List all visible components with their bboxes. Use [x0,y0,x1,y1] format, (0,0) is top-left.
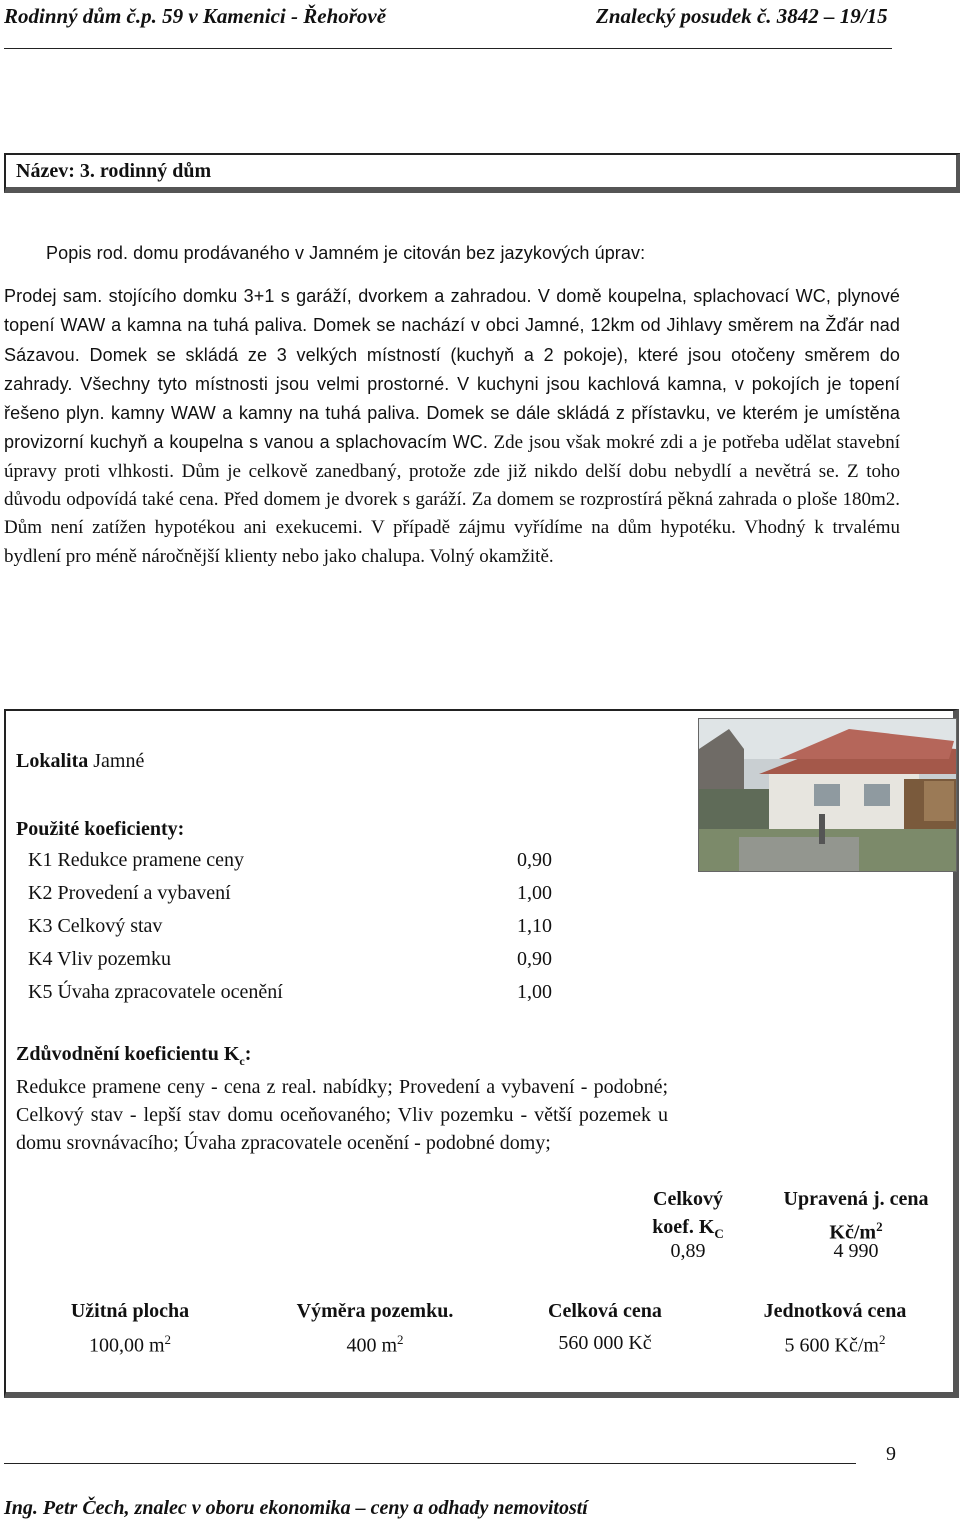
coefficient-row [0,915,600,948]
description-part1: Prodej sam. stojícího domku 3+1 s garáží, dvorkem a zahradou. V domě koupelna, splachovací WC, plynové topení WAW a kamna na tuhá paliva. Domek se nachází v obci Jamné, 12km od Jihlavy směrem na Žďár nad Sázavou. Domek se skládá ze 3 velkých místností (kuchyň a 2 pokoje), které jsou otočeny směrem do zahrady. Všechny tyto místnosti jsou velmi prostorné. V kuchyni jsou kachlová kamna, v pokojích je topení řešeno plyn. kamny WAW a kamny na tuhá paliva. Domek se dále skládá z přístavku, ve kterém je umístěna provizorní kuchyň a koupelna s vanou a splachovacím WC. [4,286,900,453]
adjusted-price-label [766,1185,946,1247]
locality-label: Lokalita [16,750,89,772]
coefficient-label: K1 Redukce pramene ceny [28,849,245,871]
summary-value-sup: 2 [164,1332,172,1347]
summary-value-usable-area [40,1332,220,1358]
coefficient-row [0,849,600,882]
intro-text: Popis rod. domu prodávaného v Jamném je citován bez jazykových úprav: [46,243,646,263]
coefficient-row [0,882,600,915]
summary-value-text: 400 m [346,1334,398,1357]
summary-header-total-price: Celková cena [548,1300,662,1322]
total-coef-label-line1: Celkový [653,1188,723,1210]
description-paragraph [4,282,900,571]
summary-value-sup: 2 [878,1332,886,1347]
summary-header-land-area: Výměra pozemku. [296,1300,454,1322]
total-coef-label [628,1185,748,1248]
summary-value-sup: 2 [397,1332,404,1347]
header-title: Rodinný dům č.p. 59 v Kamenici - Řehořově [4,4,387,28]
coefficient-value: 0,90 [517,849,552,871]
coefficient-value: 1,00 [517,981,552,1003]
summary-value-total-price [510,1332,700,1355]
locality [16,750,144,773]
summary-value-unit-price [730,1332,940,1358]
coefficient-row [0,981,600,1014]
justification-text: Redukce pramene ceny - cena z real. nabídky; Provedení a vybavení - podobné; Celkový stav - lepší stav domu oceňovaného; Vliv pozemku - větší pozemek u domu srovnávacího; Úvaha zpracovatele ocenění - podobné domy; [16,1076,668,1154]
summary-value-land-area [265,1332,485,1358]
page-number: 9 [886,1443,896,1465]
description-part2: Zde jsou však mokré zdi a je potřeba udělat stavební úpravy proti vlhkosti. Dům je celkově zanedbaný, protože zde již nikdo delší dobu nebydlí a nevětrá se. Z toho důvodu odpovídá také cena. Před domem je dvorek s garáží. Za domem se rozprostírá pěkná zahrada o ploše 180m2. Dům není zatížen hypotékou ani exekucemi. V případě zájmu vyřídíme na dům hypotéku. Vhodný k trvalému bydlení pro méně náročnější klienty nebo jako chalupa. Volný okamžitě. [4,432,900,567]
header-report-number: Znalecký posudek č. 3842 – 19/15 [596,4,888,28]
coefficient-value: 0,90 [517,948,552,970]
header-divider [4,48,892,49]
coefficient-label: K5 Úvaha zpracovatele ocenění [28,981,283,1003]
coefficient-label: K3 Celkový stav [28,915,163,937]
summary-header-unit-price: Jednotková cena [763,1300,907,1322]
name-box-text: Název: 3. rodinný dům [16,160,212,182]
total-coef-label-line2-text: koef. K [652,1216,715,1238]
locality-value: Jamné [93,750,145,772]
justification-title-text: Zdůvodnění koeficientu K [16,1043,240,1065]
adjusted-price-value: 4 990 [833,1240,879,1262]
name-box [4,153,960,193]
justification-title-subscript: c [239,1054,245,1068]
coefficient-label: K4 Vliv pozemku [28,948,171,970]
coefficient-value: 1,10 [517,915,552,937]
total-coef-value: 0,89 [670,1240,706,1262]
adjusted-price-label-line1: Upravená j. cena [783,1188,929,1210]
adjusted-price-superscript: 2 [876,1219,883,1234]
coefficients-title: Použité koeficienty: [16,818,185,840]
coefficient-value: 1,00 [517,882,552,904]
total-coef-subscript: C [714,1226,724,1241]
justification-title [16,1043,251,1069]
adjusted-price-label-line2-text: Kč/m [829,1221,877,1244]
house-photo [698,718,957,872]
coefficient-row [0,948,600,981]
summary-value-text: 5 600 Kč/m [784,1334,879,1357]
summary-value-text: 560 000 Kč [558,1332,652,1354]
justification-title-colon: : [244,1043,252,1065]
coefficient-label: K2 Provedení a vybavení [28,882,231,904]
footer-author: Ing. Petr Čech, znalec v oboru ekonomika – ceny a odhady nemovitostí [4,1497,588,1519]
summary-value-text: 100,00 m [88,1334,165,1357]
summary-header-usable-area: Užitná plocha [70,1300,190,1322]
footer-divider [4,1463,856,1464]
house-photo-image [699,719,956,871]
